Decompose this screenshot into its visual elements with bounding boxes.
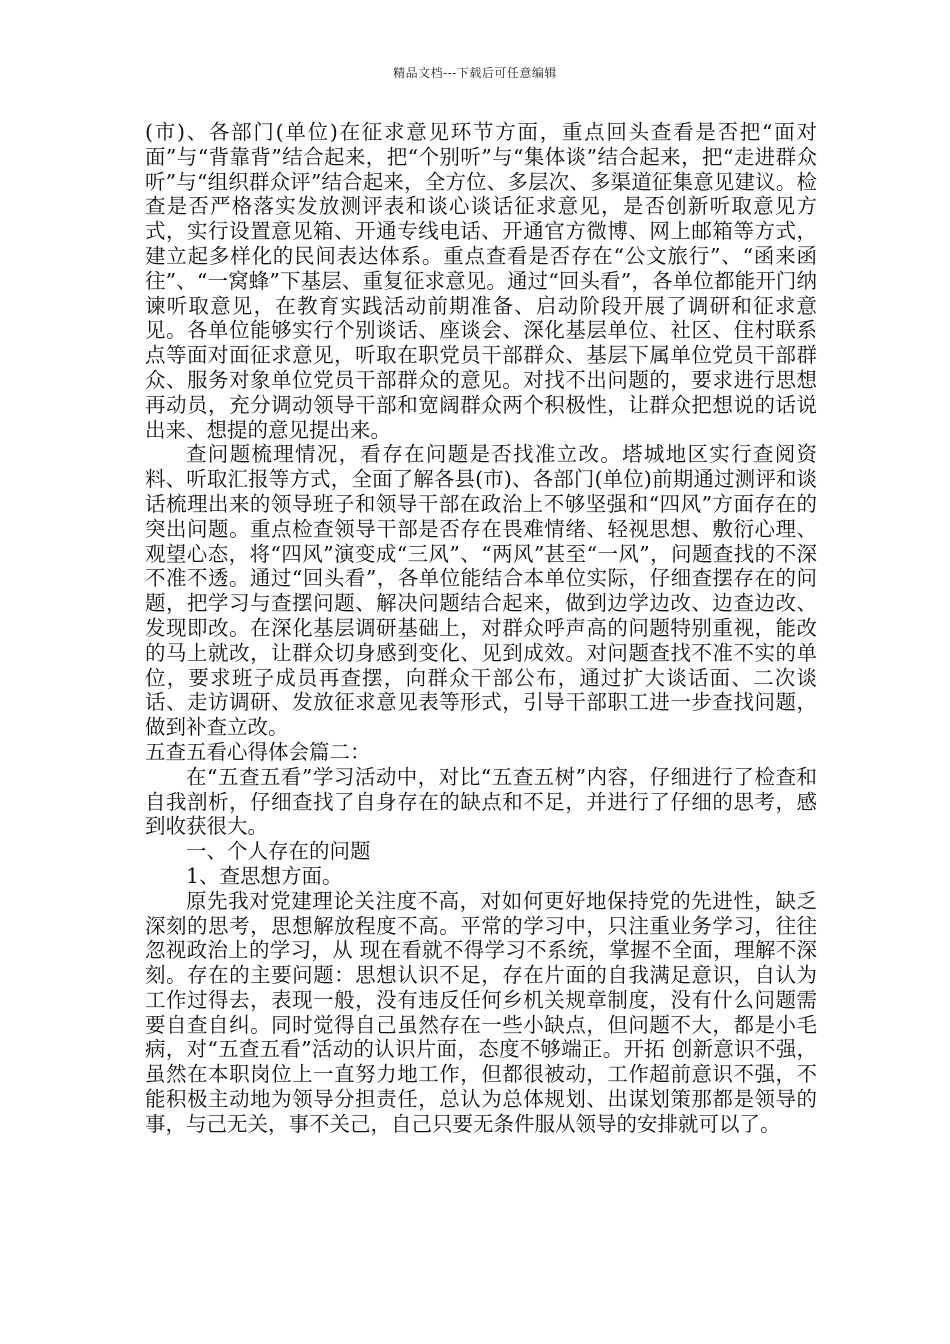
subheading-2: 1、查思想方面。: [186, 863, 343, 888]
paragraph-3: 在“五查五看”学习活动中，对比“五查五树”内容，仔细进行了检查和自我剖析，仔细查找了自身存在的缺点和不足，并进行了仔细的思考，感到收获很大。: [145, 764, 817, 839]
paragraph-2: 查问题梳理情况，看存在问题是否找准立改。塔城地区实行查阅资料、听取汇报等方式，全面了解各县(市)、各部门(单位)前期通过测评和谈话梳理出来的领导班子和领导干部在政治上不够坚强和“四风”方面存在的突出问题。重点检查领导干部是否存在畏难情绪、轻视思想、敷衍心理、观望心态，将“四风”演变成“三风”、“两风”甚至“一风”，问题查找的不深不准不透。通过“回头看”，各单位能结合本单位实际，仔细查摆存在的问题，把学习与查摆问题、解决问题结合起来，做到边学边改、边查边改、发现即改。在深化基层调研基础上，对群众呼声高的问题特别重视，能改的马上就改，让群众切身感到变化、见到成效。对问题查找不准不实的单位，要求班子成员再查摆，向群众干部公布，通过扩大谈话面、二次谈话、走访调研、发放征求意见表等形式，引导干部职工进一步查找问题，做到补查立改。: [145, 442, 817, 740]
paragraph-1: (市)、各部门(单位)在征求意见环节方面，重点回头查看是否把“面对面”与“背靠背”结合起来，把“个别听”与“集体谈”结合起来，把“走进群众听”与“组织群众评”结合起来，全方位、多层次、多渠道征集意见建议。检查是否严格落实发放测评表和谈心谈话征求意见，是否创新听取意见方式，实行设置意见箱、开通专线电话、开通官方微博、网上邮箱等方式，建立起多样化的民间表达体系。重点查看是否存在“公文旅行”、“函来函往”、“一窝蜂”下基层、重复征求意见。通过“回头看”，各单位都能开门纳谏听取意见，在教育实践活动前期准备、启动阶段开展了调研和征求意见。各单位能够实行个别谈话、座谈会、深化基层单位、社区、住村联系点等面对面征求意见，听取在职党员干部群众、基层下属单位党员干部群众、服务对象单位党员干部群众的意见。对找不出问题的，要求进行思想再动员，充分调动领导干部和宽阔群众两个积极性，让群众把想说的话说出来、想提的意见提出来。: [145, 120, 817, 442]
section-heading: 五查五看心得体会篇二：: [145, 739, 371, 764]
page-header: 精品文档---下载后可任意编辑: [393, 66, 557, 80]
paragraph-4: 原先我对党建理论关注度不高，对如何更好地保持党的先进性，缺乏深刻的思考，思想解放程度不高。平常的学习中，只注重业务学习，往往忽视政治上的学习，从 现在看就不得学习不系统，掌握不全面，理解不深刻。存在的主要问题：思想认识不足，存在片面的自我满足意识，自认为工作过得去，表现一般，没有违反任何乡机关规章制度，没有什么问题需要自查自纠。同时觉得自己虽然存在一些小缺点，但问题不大，都是小毛病，对“五查五看”活动的认识片面，态度不够端正。开拓 创新意识不强，虽然在本职岗位上一直努力地工作，但都很被动，工作超前意识不强，不能积极主动地为领导分担责任，总认为总体规划、出谋划策那都是领导的 事，与己无关，事不关己，自己只要无条件服从领导的安排就可以了。: [145, 888, 817, 1136]
document-body: [145, 120, 817, 1137]
subheading-1: 一、个人存在的问题: [186, 839, 371, 864]
